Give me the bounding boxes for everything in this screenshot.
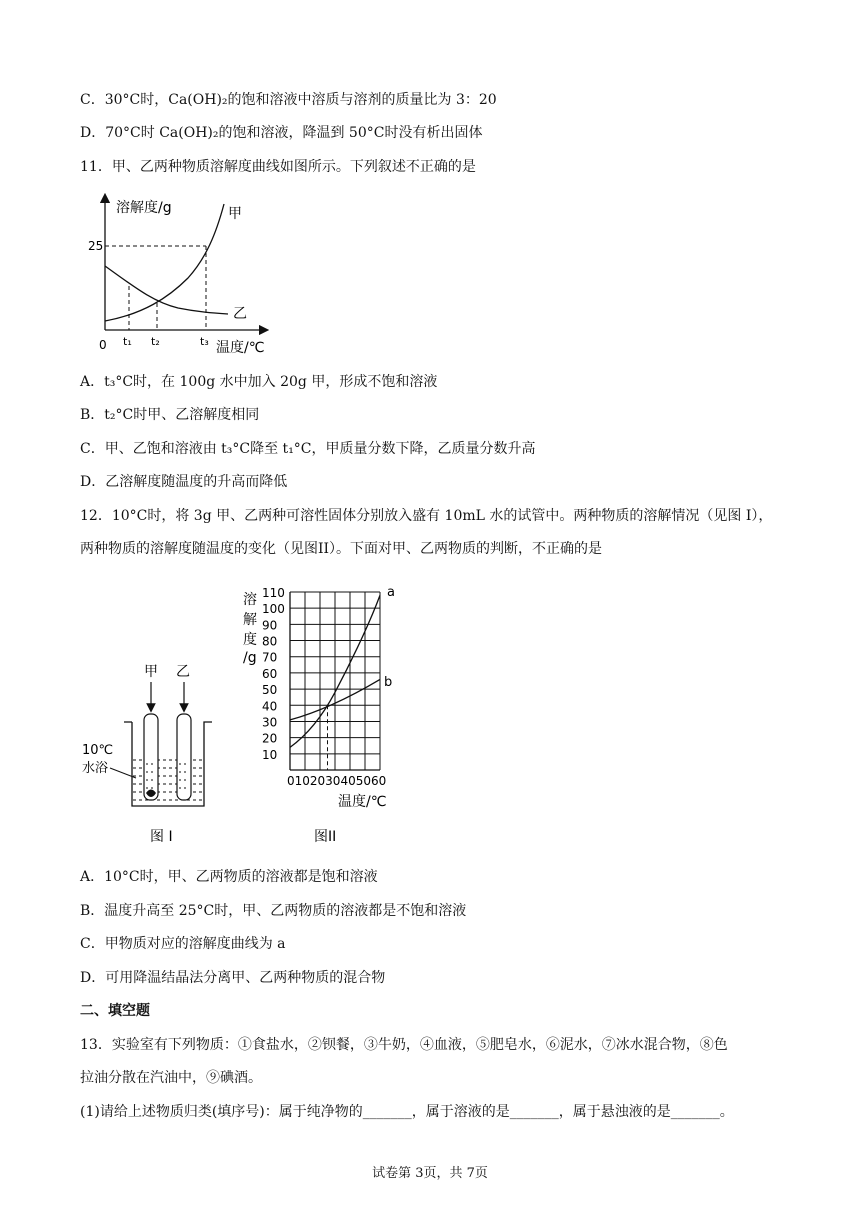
y-tick-labels [262, 586, 285, 762]
tube-jia [144, 714, 158, 800]
beaker [124, 722, 212, 806]
tube-yi-label: 乙 [176, 664, 190, 680]
q12-stem-line1: 12．10°C时，将 3g 甲、乙两种可溶性固体分别放入盛有 10mL 水的试管中。两种物质的溶解情况（见图 I）， [80, 508, 773, 524]
y-tick-label: 110 [262, 586, 285, 600]
x-tick-t3: t₃ [200, 335, 209, 348]
q13-stem-line1: 13．实验室有下列物质：①食盐水，②钡餐，③牛奶，④血液，⑤肥皂水，⑥泥水，⑦冰水混合物，⑧色 [80, 1037, 728, 1053]
q12-figure-1 [80, 660, 240, 850]
y-tick-label: 50 [262, 683, 278, 698]
curve-yi-label: 乙 [233, 306, 247, 322]
q12-figure-2 [238, 578, 418, 850]
tube-jia-label: 甲 [144, 664, 158, 680]
y-tick-label: 30 [262, 715, 278, 730]
y-tick-label: 90 [262, 618, 278, 633]
q11-option-a: A．t₃°C时，在 100g 水中加入 20g 甲，形成不饱和溶液 [80, 374, 438, 390]
figure-2-caption: 图II [314, 829, 337, 845]
y-tick-label: 70 [262, 650, 278, 665]
tube-yi [177, 714, 191, 800]
y-tick-label: 80 [262, 634, 278, 649]
q13-stem-line2: 拉油分散在汽油中，⑨碘酒。 [80, 1070, 262, 1086]
svg-text:/g: /g [243, 650, 257, 666]
svg-text:溶: 溶 [243, 592, 257, 608]
curve-a-label: a [387, 585, 395, 600]
x-tick-t2: t₂ [151, 335, 160, 348]
x-tick-labels: 0102030405060 [287, 774, 387, 788]
svg-text:解: 解 [243, 612, 257, 628]
q12-option-c: C．甲物质对应的溶解度曲线为 a [80, 936, 286, 952]
q12-option-a: A．10°C时，甲、乙两物质的溶液都是饱和溶液 [80, 869, 378, 885]
y-tick-label: 40 [262, 699, 278, 714]
x-axis-label: 温度/℃ [338, 794, 387, 810]
y-tick-label: 10 [262, 747, 278, 762]
bath-label-water: 水浴 [82, 761, 109, 776]
y-tick-label: 20 [262, 731, 278, 746]
q12-stem-line2: 两种物质的溶解度随温度的变化（见图II）。下面对甲、乙两物质的判断，不正确的是 [80, 541, 603, 557]
origin-label: 0 [99, 338, 107, 352]
q10-option-d: D．70°C时 Ca(OH)₂的饱和溶液，降温到 50°C时没有析出固体 [80, 125, 483, 141]
y-tick-label: 60 [262, 666, 278, 681]
curve-yi [105, 266, 228, 314]
y-label-stack [243, 591, 257, 666]
curve-jia-label: 甲 [228, 206, 242, 222]
x-tick-t1: t₁ [123, 335, 132, 348]
y-tick-label: 100 [262, 602, 285, 617]
y-tick-25: 25 [88, 239, 104, 253]
page-footer: 试卷第 3页，共 7页 [372, 1166, 488, 1181]
q10-option-c: C．30°C时，Ca(OH)₂的饱和溶液中溶质与溶剂的质量比为 3：20 [80, 92, 497, 108]
q12-option-b: B．温度升高至 25°C时，甲、乙两物质的溶液都是不饱和溶液 [80, 903, 467, 919]
svg-text:度: 度 [243, 632, 257, 648]
q11-option-c: C．甲、乙饱和溶液由 t₃°C降至 t₁°C，甲质量分数下降，乙质量分数升高 [80, 441, 536, 457]
x-axis-label: 温度/℃ [216, 340, 265, 356]
solubility-grid [290, 592, 380, 770]
bath-label-temp: 10℃ [82, 743, 114, 758]
q11-stem: 11．甲、乙两种物质溶解度曲线如图所示。下列叙述不正确的是 [80, 159, 476, 175]
section-title: 二、填空题 [80, 1003, 150, 1019]
figure-1-caption: 图 I [150, 829, 173, 845]
y-axis-label: 溶解度/g [116, 200, 172, 216]
curve-b-label: b [384, 675, 393, 690]
q11-option-b: B．t₂°C时甲、乙溶解度相同 [80, 407, 260, 423]
q13-subquestion-1: (1)请给上述物质归类(填序号)：属于纯净物的_______，属于溶液的是_______，属于悬浊液的是_______。 [80, 1104, 734, 1120]
q11-option-d: D．乙溶解度随温度的升高而降低 [80, 474, 288, 490]
q12-option-d: D．可用降温结晶法分离甲、乙两种物质的混合物 [80, 970, 386, 986]
q11-solubility-figure [88, 190, 288, 360]
